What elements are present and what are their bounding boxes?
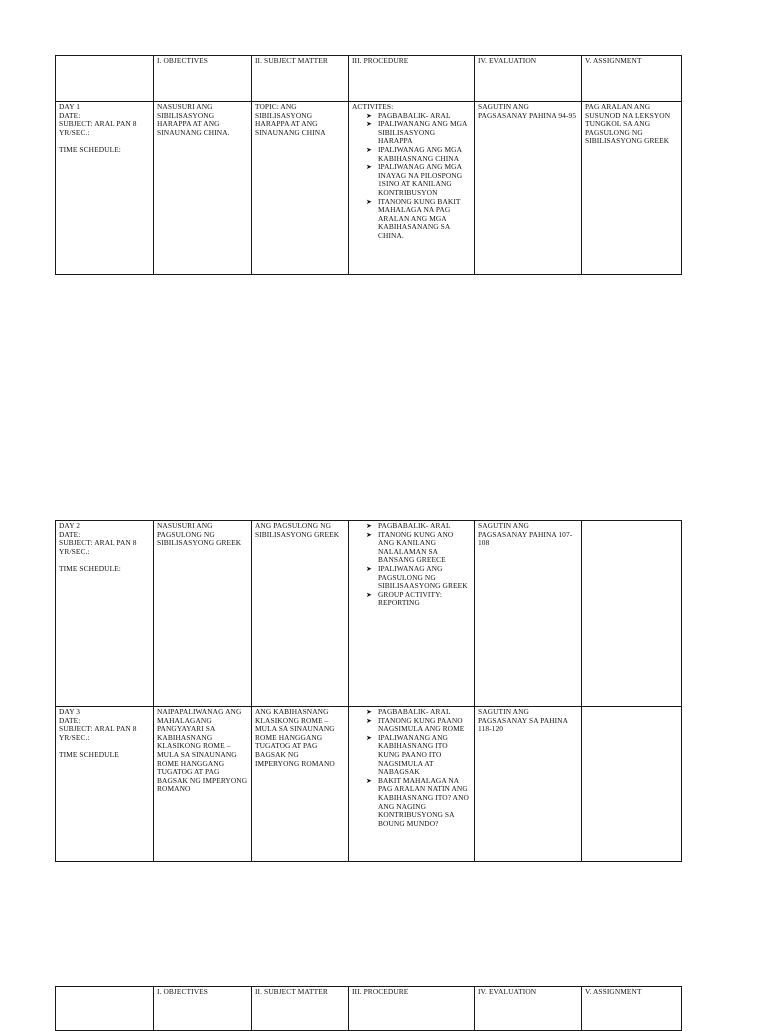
arrowhead-bullet-icon: ➤ [366, 163, 372, 172]
arrowhead-bullet-icon: ➤ [366, 564, 372, 573]
header-evaluation: IV. EVALUATION [475, 987, 582, 1031]
arrowhead-bullet-icon: ➤ [366, 776, 372, 785]
list-item: ➤ ITANONG KUNG PAANO NAGSIMULA ANG ROME [366, 715, 465, 734]
day2-subject-matter: ANG PAGSULONG NG SIBILISASYONG GREEK [252, 521, 349, 707]
time-schedule-label: TIME SCHEDULE: [59, 144, 121, 154]
day3-assignment [582, 707, 682, 862]
arrowhead-bullet-icon: ➤ [366, 111, 372, 120]
arrowhead-bullet-icon: ➤ [366, 733, 372, 742]
header-subject-matter: II. SUBJECT MATTER [252, 56, 349, 102]
header-subject-matter: II. SUBJECT MATTER [252, 987, 349, 1031]
header-evaluation: IV. EVALUATION [475, 56, 582, 102]
day1-assignment: PAG ARALAN ANG SUSUNOD NA LEKSYON TUNGKOL SA ANG PAGSULONG NG SIBILISASYONG GREEK [582, 102, 682, 275]
day1-info-cell [56, 102, 154, 275]
date-label: DATE: [59, 529, 81, 539]
arrowhead-bullet-icon: ➤ [366, 716, 372, 725]
header-objectives: I. OBJECTIVES [154, 56, 252, 102]
list-item: ➤ ITANONG KUNG ANO ANG KANILANG NALALAMAN SA BANSANG GREECE [366, 529, 454, 565]
list-item: ➤ IPALIWANAG ANG MGA INAYAG NA PILOSPONG 1SINO AT KANILANG KONTRIBUSYON [366, 162, 463, 197]
list-item: ➤ PAGBABALIK- ARAL [366, 110, 451, 120]
day1-subject-matter: TOPIC: ANG SIBILISASYONG HARAPPA AT ANG SINAUNANG CHINA [252, 102, 349, 275]
date-label: DATE: [59, 715, 81, 725]
header-procedure: III. PROCEDURE [349, 987, 475, 1031]
lesson-plan-table-3 [55, 986, 682, 1031]
table-row-day3 [56, 707, 682, 862]
day3-subject-matter: ANG KABIHASNANG KLASIKONG ROME – MULA SA SINAUNANG ROME HANGGANG TUGATOG AT PAG BAGSAK NG IMPERYONG ROMANO [252, 707, 349, 862]
arrowhead-bullet-icon: ➤ [366, 145, 372, 154]
day3-procedure [349, 707, 475, 862]
day2-objectives: NASUSURI ANG PAGSULONG NG SIBILISASYONG GREEK [154, 521, 252, 707]
list-item: ➤ IPALIWANAG ANG PAGSULONG NG SIBILISAASYONG GREEK [366, 563, 468, 591]
table-row-day1 [56, 102, 682, 275]
arrowhead-bullet-icon: ➤ [366, 120, 372, 129]
header-objectives: I. OBJECTIVES [154, 987, 252, 1031]
list-item: ➤ PAGBABALIK- ARAL [366, 707, 451, 716]
time-schedule-label: TIME SCHEDULE [59, 749, 119, 759]
list-item: ➤ BAKIT MAHALAGA NA PAG ARALAN NATIN ANG KABIHASNANG ITO? ANO ANG NAGING KONTRIBUSYONG SA BOUNG MUNDO? [366, 775, 469, 828]
table-header-row [56, 56, 682, 102]
arrowhead-bullet-icon: ➤ [366, 530, 372, 539]
yrsec-label: YR/SEC.: [59, 546, 90, 556]
subject-label: SUBJECT: ARAL PAN 8 [59, 724, 137, 734]
day2-procedure [349, 521, 475, 707]
arrowhead-bullet-icon: ➤ [366, 708, 372, 716]
arrowhead-bullet-icon: ➤ [366, 522, 372, 530]
subject-label: SUBJECT: ARAL PAN 8 [59, 538, 137, 548]
date-label: DATE: [59, 110, 81, 120]
yrsec-label: YR/SEC.: [59, 732, 90, 742]
procedure-list [352, 522, 471, 608]
day1-evaluation: SAGUTIN ANG PAGSASANAY PAHINA 94-95 [475, 102, 582, 275]
day-label: DAY 1 [59, 102, 81, 111]
table-row-day2 [56, 521, 682, 707]
list-item: ➤ PAGBABALIK- ARAL [366, 521, 451, 530]
day2-info-cell [56, 521, 154, 707]
day-label: DAY 2 [59, 521, 81, 530]
list-item: ➤ IPALIWANAG ANG MGA KABIHASNANG CHINA [366, 144, 462, 163]
procedure-list [352, 112, 471, 241]
header-assignment: V. ASSIGNMENT [582, 56, 682, 102]
header-procedure: III. PROCEDURE [349, 56, 475, 102]
yrsec-label: YR/SEC.: [59, 127, 90, 137]
day1-objectives: NASUSURI ANG SIBILISASYONG HARAPPA AT ANG SINAUNANG CHINA. [154, 102, 252, 275]
procedure-title: ACTIVITES: [352, 102, 394, 111]
day2-evaluation: SAGUTIN ANG PAGSASANAY PAHINA 107-108 [475, 521, 582, 707]
list-item: ➤ IPALIWANANG ANG MGA SIBILISASYONG HARAPPA [366, 119, 468, 146]
day2-assignment [582, 521, 682, 707]
list-item: ➤ GROUP ACTIVITY: REPORTING [366, 589, 442, 608]
day3-evaluation: SAGUTIN ANG PAGSASANAY SA PAHINA 118-120 [475, 707, 582, 862]
lesson-plan-table-1 [55, 55, 682, 275]
time-schedule-label: TIME SCHEDULE: [59, 563, 121, 573]
day3-info-cell [56, 707, 154, 862]
day3-objectives: NAIPAPALIWANAG ANG MAHALAGANG PANGYAYARI SA KABIHASNANG KLASIKONG ROME – MULA SA SINAUNANG ROME HANGGANG TUGATOG AT PAG BAGSAK NG IMPERYONG ROMANO [154, 707, 252, 862]
header-blank-cell [56, 56, 154, 102]
header-assignment: V. ASSIGNMENT [582, 987, 682, 1031]
arrowhead-bullet-icon: ➤ [366, 590, 372, 599]
arrowhead-bullet-icon: ➤ [366, 197, 372, 206]
subject-label: SUBJECT: ARAL PAN 8 [59, 119, 137, 129]
list-item: ➤ IPALIWANANG ANG KABIHASNANG ITO KUNG PAANO ITO NAGSIMULA AT NABAGSAK [366, 732, 448, 777]
lesson-plan-table-2 [55, 520, 682, 862]
list-item: ➤ ITANONG KUNG BAKIT MAHALAGA NA PAG ARALAN ANG MGA KABIHASANANG SA CHINA. [366, 196, 461, 240]
procedure-list [352, 708, 471, 828]
day1-procedure [349, 102, 475, 275]
day-label: DAY 3 [59, 707, 81, 716]
